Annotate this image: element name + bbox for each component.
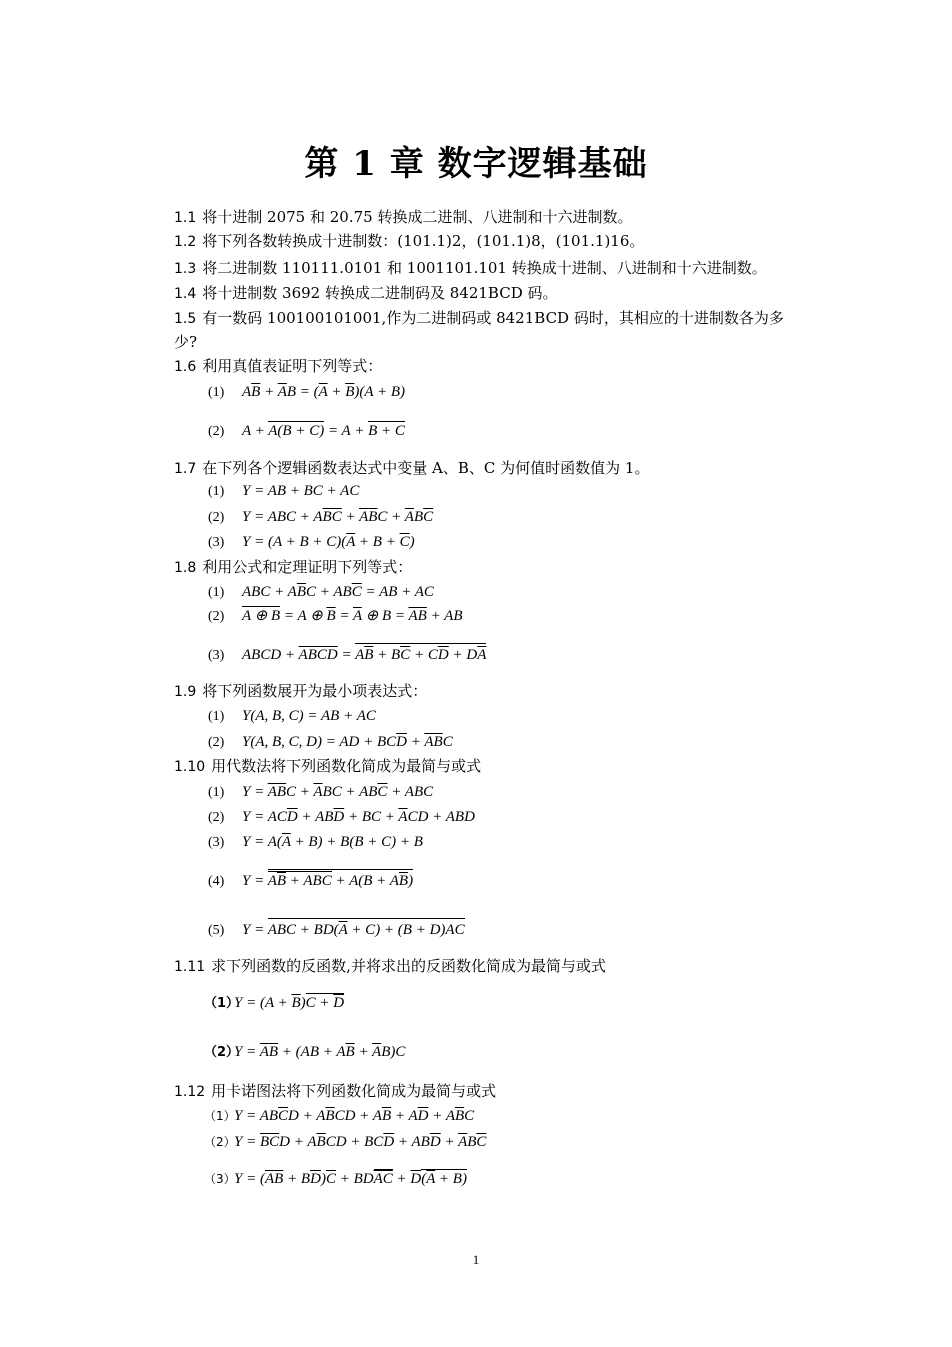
question-1-12: 1.12 用卡诺图法将下列函数化简成为最简与或式	[174, 1082, 497, 1100]
eq-1-10-2: (2) $Y = AC\overline{D} + AB\overline{D}$ + BC + $\overline{A}CD$ + ABD	[208, 809, 475, 825]
question-1-5-continued: 少?	[174, 333, 198, 351]
question-1-1: 1.1 将十进制 2075 和 20.75 转换成二进制、八进制和十六进制数。	[174, 208, 633, 226]
eq-1-7-3: (3) $Y = (A + B + C)(\overline{A} + B + \overline{C})$	[208, 534, 415, 550]
eq-1-12-1: $(1)Y = AB\overline{C}D + A\overline{B}CD + A\overline{B} + A\overline{D} + A\overline{B}C$	[204, 1108, 475, 1124]
eq-1-10-4: (4) $Y = A\overline{B}$ + ABC + $A(B + A\overline{B})$	[208, 872, 413, 891]
eq-1-8-1: (1) ABC + $A\overline{B}C + AB\overline{C}$ = AB + AC	[208, 584, 434, 600]
eq-1-7-2: (2) Y = ABC + $A\overline{BC} + \overline{A}\overline{B}C + \overline{A}B\overline{C}$	[208, 509, 434, 525]
question-1-11: 1.11 求下列函数的反函数,并将求出的反函数化简成为最简与或式	[174, 957, 606, 975]
question-1-7: 1.7 在下列各个逻辑函数表达式中变量 A、B、C 为何值时函数值为 1。	[174, 459, 650, 477]
question-1-10: 1.10 用代数法将下列函数化简成为最简与或式	[174, 757, 482, 775]
question-1-4: 1.4 将十进制数 3692 转换成二进制码及 8421BCD 码。	[174, 284, 558, 302]
eq-1-9-1: (1) Y(A, B, C) = AB + AC	[208, 708, 376, 724]
eq-1-11-2: $(2)Y = \overline{A}\overline{B} + (AB + A\overline{B} + \overline{A}B)C$	[204, 1044, 406, 1060]
eq-1-10-1: (1) $Y = \overline{A}\overline{B}C + \overline{A}BC + AB\overline{C}$ + ABC	[208, 784, 434, 800]
eq-1-10-5: (5) Y = ABC + $BD(\overline{A} + C) + (B + D)AC$	[208, 921, 465, 940]
question-1-5: 1.5 有一数码 100100101001,作为二进制码或 8421BCD 码时，其相应的十进制数各为多	[174, 309, 784, 327]
eq-1-11-1: $(1)Y = (A + \overline{B})C + \overline{D}$	[204, 995, 345, 1011]
eq-1-12-3: $(3)Y = (\overline{A}\overline{B} + B\overline{D})\overline{C} + BD\overline{A}\overline{C} + \overline{D}(\overline{A} + B)$	[204, 1171, 467, 1187]
eq-1-8-2: (2) A ⊕ B = A ⊕ $\overline{B} = \overline{A}$ ⊕ $B = \overline{A}\overline{B}$ + AB	[208, 608, 463, 624]
question-1-9: 1.9 将下列函数展开为最小项表达式：	[174, 682, 428, 700]
page-title: 第 1 章 数字逻辑基础	[304, 144, 648, 184]
eq-1-10-3: (3) $Y = A(\overline{A} + B) + B(B + C) + B$	[208, 834, 423, 850]
question-1-2: 1.2 将下列各数转换成十进制数：(101.1)2，(101.1)8，(101.1)16。	[174, 232, 645, 250]
eq-1-12-2: $(2)Y = \overline{B}\overline{C}D + A\overline{B}CD + BC\overline{D} + AB\overline{D} + \overline{A}B\overline{C}$	[204, 1134, 487, 1150]
eq-1-6-1: (1) $A\overline{B} + \overline{A}B = (\overline{A} + \overline{B})(A + B)$	[208, 384, 406, 400]
question-1-3: 1.3 将二进制数 110111.0101 和 1001101.101 转换成十进制、八进制和十六进制数。	[174, 259, 767, 277]
question-1-8: 1.8 利用公式和定理证明下列等式：	[174, 558, 413, 576]
page-number: 1	[472, 1252, 480, 1267]
eq-1-9-2: (2) Y(A, B, C, D) = AD + $BC\overline{D} + \overline{A}\overline{B}C$	[208, 734, 453, 750]
eq-1-8-3: (3) ABCD + $\overline{A}\overline{B}\overline{C}\overline{D} = A\overline{B} + B\overline{C} + C\overline{D} + D\overline{A}$	[208, 646, 486, 665]
eq-1-6-2: (2) A + A(B + C) = A + B + C	[208, 423, 405, 439]
eq-1-7-1: (1) Y = AB + BC + AC	[208, 483, 360, 499]
question-1-6: 1.6 利用真值表证明下列等式：	[174, 357, 383, 375]
